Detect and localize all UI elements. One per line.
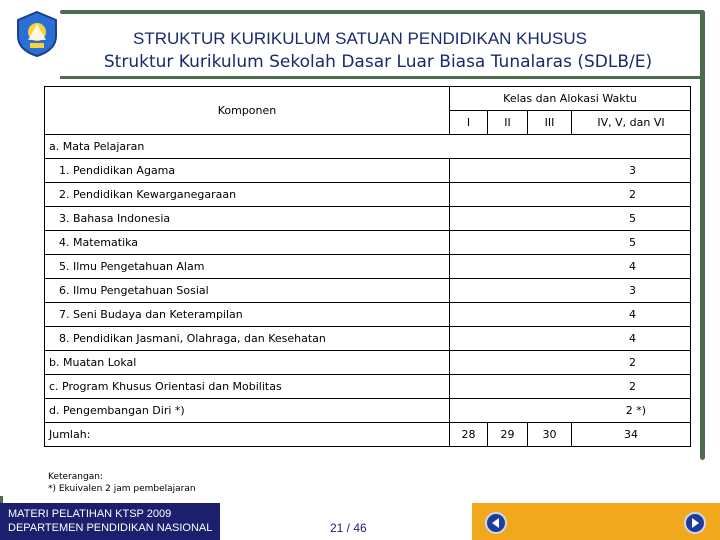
pengembangan-diri-value: 2 *) [450, 399, 691, 423]
subject-value: 4 [450, 303, 691, 327]
curriculum-table [44, 86, 691, 447]
subject-name: 7. Seni Budaya dan Keterampilan [45, 303, 450, 327]
previous-arrow-icon[interactable] [485, 512, 507, 534]
table-row [45, 375, 691, 399]
table-row [45, 399, 691, 423]
table-row [45, 255, 691, 279]
program-khusus-label: c. Program Khusus Orientasi dan Mobilitas [45, 375, 450, 399]
subject-name: 6. Ilmu Pengetahuan Sosial [45, 279, 450, 303]
footer-line-2: DEPARTEMEN PENDIDIKAN NASIONAL [8, 522, 213, 534]
subject-value: 4 [450, 255, 691, 279]
section-a-label: a. Mata Pelajaran [45, 135, 691, 159]
jumlah-col-1: 28 [450, 423, 488, 447]
slide-subtitle: Struktur Kurikulum Sekolah Dasar Luar Biasa Tunalaras (SDLB/E) [103, 52, 653, 72]
table-row [45, 423, 691, 447]
pengembangan-diri-label: d. Pengembangan Diri *) [45, 399, 450, 423]
next-arrow-icon[interactable] [684, 512, 706, 534]
subject-value: 3 [450, 279, 691, 303]
footer-gold-bar [472, 503, 720, 540]
table-row [45, 303, 691, 327]
table-row [45, 183, 691, 207]
slide-title: STRUKTUR KURIKULUM SATUAN PENDIDIKAN KHUSUS [132, 29, 588, 48]
header-col-2: II [488, 111, 528, 135]
notes [48, 471, 196, 495]
muatan-lokal-label: b. Muatan Lokal [45, 351, 450, 375]
jumlah-col-4: 34 [572, 423, 691, 447]
jumlah-label: Jumlah: [45, 423, 450, 447]
subject-value: 4 [450, 327, 691, 351]
table-row [45, 327, 691, 351]
note-heading: Keterangan: [48, 472, 103, 482]
header-komponen: Komponen [45, 87, 450, 135]
muatan-lokal-value: 2 [450, 351, 691, 375]
subject-name: 2. Pendidikan Kewarganegaraan [45, 183, 450, 207]
header-col-4: IV, V, dan VI [572, 111, 691, 135]
jumlah-col-3: 30 [528, 423, 572, 447]
subject-name: 1. Pendidikan Agama [45, 159, 450, 183]
subject-name: 5. Ilmu Pengetahuan Alam [45, 255, 450, 279]
subject-value: 2 [450, 183, 691, 207]
footer-line-1: MATERI PELATIHAN KTSP 2009 [8, 508, 172, 520]
subject-name: 4. Matematika [45, 231, 450, 255]
jumlah-col-2: 29 [488, 423, 528, 447]
table-row [45, 159, 691, 183]
footer-institution [0, 503, 220, 540]
header-col-1: I [450, 111, 488, 135]
page-number: 21 / 46 [330, 521, 367, 535]
subject-value: 5 [450, 207, 691, 231]
header-kelas-alokasi: Kelas dan Alokasi Waktu [450, 87, 691, 111]
subject-name: 3. Bahasa Indonesia [45, 207, 450, 231]
subject-name: 8. Pendidikan Jasmani, Olahraga, dan Kesehatan [45, 327, 450, 351]
table-row [45, 231, 691, 255]
table-row [45, 351, 691, 375]
subject-value: 3 [450, 159, 691, 183]
frame-top [60, 10, 704, 14]
frame-divider [60, 76, 704, 79]
program-khusus-value: 2 [450, 375, 691, 399]
header-col-3: III [528, 111, 572, 135]
subject-value: 5 [450, 231, 691, 255]
table-row [45, 207, 691, 231]
curriculum-table-wrap [44, 86, 690, 453]
note-text: *) Ekuivalen 2 jam pembelajaran [48, 484, 196, 494]
table-row [45, 279, 691, 303]
